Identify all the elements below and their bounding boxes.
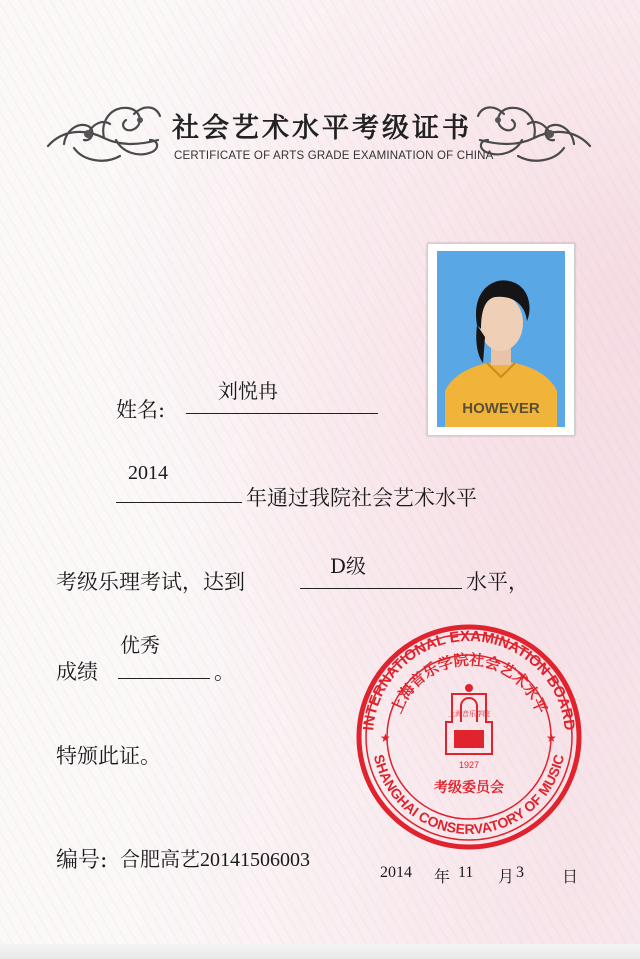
official-seal: [354, 622, 584, 852]
score-label: 成绩: [56, 660, 98, 684]
seal-emblem-icon: [446, 684, 492, 754]
number-value: 合肥高艺20141506003: [120, 849, 310, 871]
level-suffix: 水平，: [466, 570, 529, 594]
name-underline: [186, 413, 378, 414]
date-day: 3: [516, 864, 524, 881]
sentence-line-1: 年通过我院社会艺术水平: [246, 486, 477, 510]
date-day-unit: 日: [562, 867, 579, 886]
certificate-subtitle: CERTIFICATE OF ARTS GRADE EXAMINATION OF CHINA: [174, 150, 494, 162]
certificate-title: 社会艺术水平考级证书: [172, 113, 472, 144]
score-value: 优秀: [120, 633, 160, 657]
page-bottom-edge: [0, 944, 640, 959]
number-label: 编号:: [56, 848, 108, 873]
seal-emblem-year: 1927: [458, 760, 480, 770]
date-month-unit: 月: [498, 867, 515, 886]
date-month: 11: [458, 864, 474, 881]
seal-star-left-icon: ★: [380, 731, 391, 745]
student-photo: [437, 251, 565, 427]
score-suffix: 。: [214, 660, 235, 684]
photo-frame: [427, 243, 575, 436]
name-value: 刘悦冉: [218, 379, 278, 403]
name-label: 姓名:: [116, 398, 166, 422]
year-underline: [116, 502, 242, 503]
shirt-text: HOWEVER: [462, 400, 540, 417]
seal-bottom-text: SHANGHAI CONSERVATORY OF MUSIC: [370, 752, 568, 837]
seal-committee-text: 考级委员会: [434, 780, 504, 796]
seal-emblem-text: 上海音乐学院: [448, 710, 490, 718]
seal-inner-text: 上海音乐学院社会艺术水平: [387, 650, 551, 717]
seal-star-right-icon: ★: [546, 731, 557, 745]
date-year-unit: 年: [434, 867, 451, 886]
level-underline: [300, 588, 462, 589]
seal-outer-text: INTERNATIONAL EXAMINATION BOARD: [360, 627, 578, 732]
left-ornament-icon: [44, 100, 164, 172]
year-value: 2014: [128, 462, 168, 484]
date-year: 2014: [380, 864, 412, 881]
level-value: D级: [330, 554, 367, 578]
sentence-line-2: 考级乐理考试，达到: [56, 570, 245, 594]
score-underline: [118, 678, 210, 679]
closing-text: 特颁此证。: [56, 744, 161, 768]
